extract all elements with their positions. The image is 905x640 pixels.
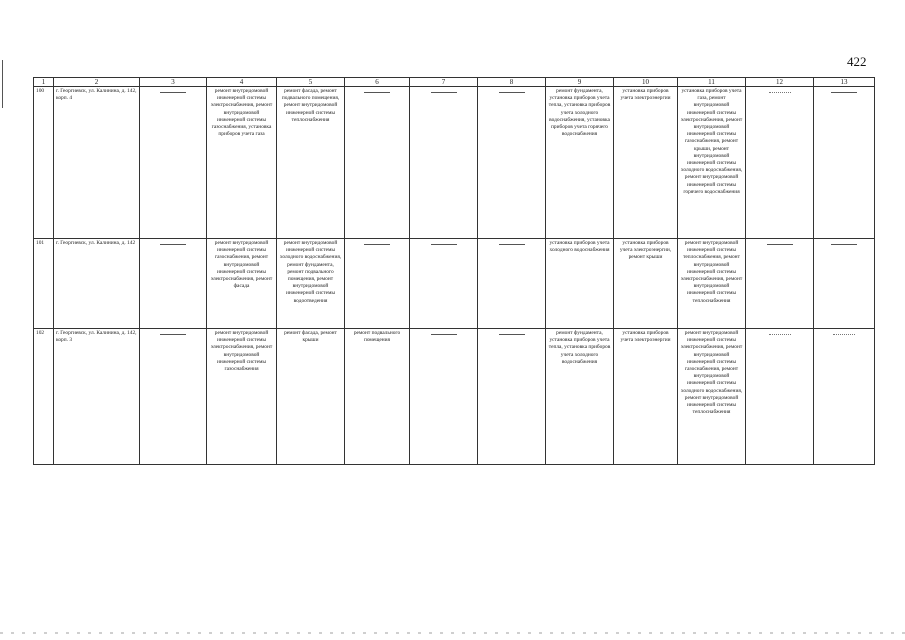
address-cell: г. Георгиевск, ул. Калинина, д. 142, корп. 3 — [54, 329, 140, 465]
works-cell: установка приборов учета газа, ремонт внутридомовой инженерной системы электроснабжения, ремонт внутридомовой инженерной системы газоснабжения, ремонт крыши, ремонт внутридомовой инженерной системы холодного водоснабжения, ремонт внутридомовой инженерной системы горячего водоснабжения — [678, 87, 746, 239]
works-cell: ремонт внутридомовой инженерной системы холодного водоснабжения, ремонт фундамента, ремонт подвального помещения, ремонт внутридомовой инженерной системы водоотведения — [277, 239, 345, 329]
header-cell: 3 — [140, 78, 207, 87]
empty-cell — [410, 329, 478, 465]
empty-cell — [746, 329, 814, 465]
header-cell: 1 — [34, 78, 54, 87]
dash-mark — [769, 334, 791, 335]
works-cell: установка приборов учета электроэнергии — [614, 329, 678, 465]
header-cell: 9 — [546, 78, 614, 87]
empty-cell — [814, 87, 875, 239]
dash-mark — [831, 244, 857, 245]
table-row — [34, 87, 875, 239]
table-row — [34, 329, 875, 465]
page-number: 422 — [847, 54, 867, 69]
header-cell: 4 — [207, 78, 277, 87]
works-cell: ремонт фасада, ремонт крыши — [277, 329, 345, 465]
header-cell: 7 — [410, 78, 478, 87]
scan-edge-mark — [2, 60, 3, 108]
works-cell: установка приборов учета электроэнергии — [614, 87, 678, 239]
works-cell: установка приборов учета холодного водоснабжения — [546, 239, 614, 329]
header-row — [34, 78, 875, 87]
empty-cell — [345, 87, 410, 239]
row-number: 100 — [34, 87, 54, 239]
empty-cell — [140, 239, 207, 329]
dash-mark — [767, 244, 793, 245]
works-cell: ремонт внутридомовой инженерной системы газоснабжения, ремонт внутридомовой инженерной системы электроснабжения, ремонт фасада — [207, 239, 277, 329]
works-cell: ремонт фасада, ремонт подвального помещения, ремонт внутридомовой инженерной системы теплоснабжения — [277, 87, 345, 239]
empty-cell — [410, 87, 478, 239]
header-cell: 6 — [345, 78, 410, 87]
empty-cell — [140, 87, 207, 239]
header-cell: 12 — [746, 78, 814, 87]
dash-mark — [431, 92, 457, 93]
header-cell: 5 — [277, 78, 345, 87]
dash-mark — [364, 244, 390, 245]
dash-mark — [831, 92, 857, 93]
empty-cell — [478, 239, 546, 329]
empty-cell — [478, 329, 546, 465]
empty-cell — [140, 329, 207, 465]
header-cell: 2 — [54, 78, 140, 87]
header-cell: 11 — [678, 78, 746, 87]
empty-cell — [814, 239, 875, 329]
empty-cell — [410, 239, 478, 329]
table-row — [34, 239, 875, 329]
scan-noise-line — [0, 632, 905, 634]
dash-mark — [499, 92, 525, 93]
empty-cell — [814, 329, 875, 465]
address-cell: г. Георгиевск, ул. Калинина, д. 142, корп. 4 — [54, 87, 140, 239]
dash-mark — [499, 244, 525, 245]
works-cell: ремонт подвального помещения — [345, 329, 410, 465]
dash-mark — [499, 334, 525, 335]
dash-mark — [160, 334, 186, 335]
dash-mark — [431, 244, 457, 245]
dash-mark — [160, 244, 186, 245]
works-cell: установка приборов учета электроэнергии, ремонт крыши — [614, 239, 678, 329]
works-cell: ремонт внутридомовой инженерной системы электроснабжения, ремонт внутридомовой инженерной системы газоснабжения — [207, 329, 277, 465]
works-table — [33, 77, 875, 465]
works-cell: ремонт внутридомовой инженерной системы электроснабжения, ремонт внутридомовой инженерной системы газоснабжения, ремонт внутридомовой инженерной системы холодного водоснабжения, ремонт внутридомовой инженерной системы теплоснабжения — [678, 329, 746, 465]
dash-mark — [160, 92, 186, 93]
header-cell: 10 — [614, 78, 678, 87]
header-cell: 13 — [814, 78, 875, 87]
row-number: 101 — [34, 239, 54, 329]
works-cell: ремонт внутридомовой инженерной системы теплоснабжения, ремонт внутридомовой инженерной системы электроснабжения, ремонт внутридомовой инженерной системы теплоснабжения — [678, 239, 746, 329]
dash-mark — [769, 92, 791, 93]
empty-cell — [345, 239, 410, 329]
header-cell: 8 — [478, 78, 546, 87]
empty-cell — [746, 87, 814, 239]
works-cell: ремонт внутридомовой инженерной системы электроснабжения, ремонт внутридомовой инженерной системы газоснабжения, установка приборов учета газа — [207, 87, 277, 239]
empty-cell — [746, 239, 814, 329]
dash-mark — [833, 334, 855, 335]
empty-cell — [478, 87, 546, 239]
dash-mark — [431, 334, 457, 335]
works-cell: ремонт фундамента, установка приборов учета тепла, установка приборов учета холодного водоснабжения, установка приборов учета горячего водоснабжения — [546, 87, 614, 239]
row-number: 102 — [34, 329, 54, 465]
works-cell: ремонт фундамента, установка приборов учета тепла, установка приборов учета холодного водоснабжения — [546, 329, 614, 465]
address-cell: г. Георгиевск, ул. Калинина, д. 142 — [54, 239, 140, 329]
dash-mark — [364, 92, 390, 93]
